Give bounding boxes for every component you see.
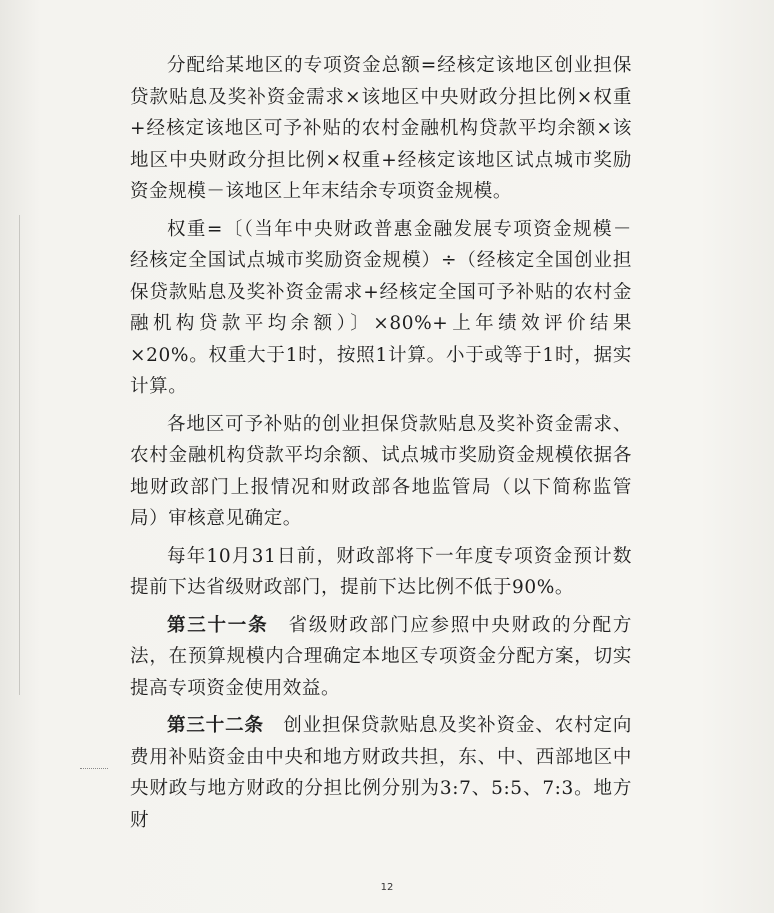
paragraph-text: 各地区可予补贴的创业担保贷款贴息及奖补资金需求、农村金融机构贷款平均余额、试点城市奖励资金规模依据各地财政部门上报情况和财政部各地监管局（以下简称监管局）审核意见确定。 bbox=[130, 413, 632, 529]
paragraph-text: 分配给某地区的专项资金总额=经核定该地区创业担保贷款贴息及奖补资金需求×该地区中央财政分担比例×权重+经核定该地区可予补贴的农村金融机构贷款平均余额×该地区中央财政分担比例×权重+经核定该地区试点城市奖励资金规模－该地区上年末结余专项资金规模。 bbox=[130, 55, 632, 202]
paragraph-allocation-formula bbox=[130, 50, 632, 208]
article-heading: 第三十二条 bbox=[167, 715, 284, 736]
paragraph-text: 创业担保贷款贴息及奖补资金、农村定向费用补贴资金由中央和地方财政共担，东、中、西部地区中央财政与地方财政的分担比例分别为3:7、5:5、7:3。地方财 bbox=[130, 715, 632, 831]
scan-binding-line bbox=[19, 215, 20, 695]
document-body bbox=[130, 50, 632, 836]
scan-speck-mark bbox=[80, 768, 108, 771]
paragraph-advance-allocation bbox=[130, 541, 632, 604]
paragraph-text: 权重=〔（当年中央财政普惠金融发展专项资金规模－经核定全国试点城市奖励资金规模）÷（经核定全国创业担保贷款贴息及奖补资金需求+经核定全国可予补贴的农村金融机构贷款平均余额）〕×80%+上年绩效评价结果×20%。权重大于1时，按照1计算。小于或等于1时，据实计算。 bbox=[130, 218, 632, 397]
paragraph-weight-formula bbox=[130, 214, 632, 403]
paragraph-article-31 bbox=[130, 610, 632, 705]
paragraph-article-32 bbox=[130, 710, 632, 836]
page-number: 12 bbox=[380, 882, 394, 893]
paragraph-data-sources bbox=[130, 409, 632, 535]
paragraph-text: 每年10月31日前，财政部将下一年度专项资金预计数提前下达省级财政部门，提前下达比例不低于90%。 bbox=[130, 545, 632, 598]
article-heading: 第三十一条 bbox=[167, 614, 288, 636]
paragraph-text: 省级财政部门应参照中央财政的分配方法，在预算规模内合理确定本地区专项资金分配方案，切实提高专项资金使用效益。 bbox=[130, 614, 633, 699]
